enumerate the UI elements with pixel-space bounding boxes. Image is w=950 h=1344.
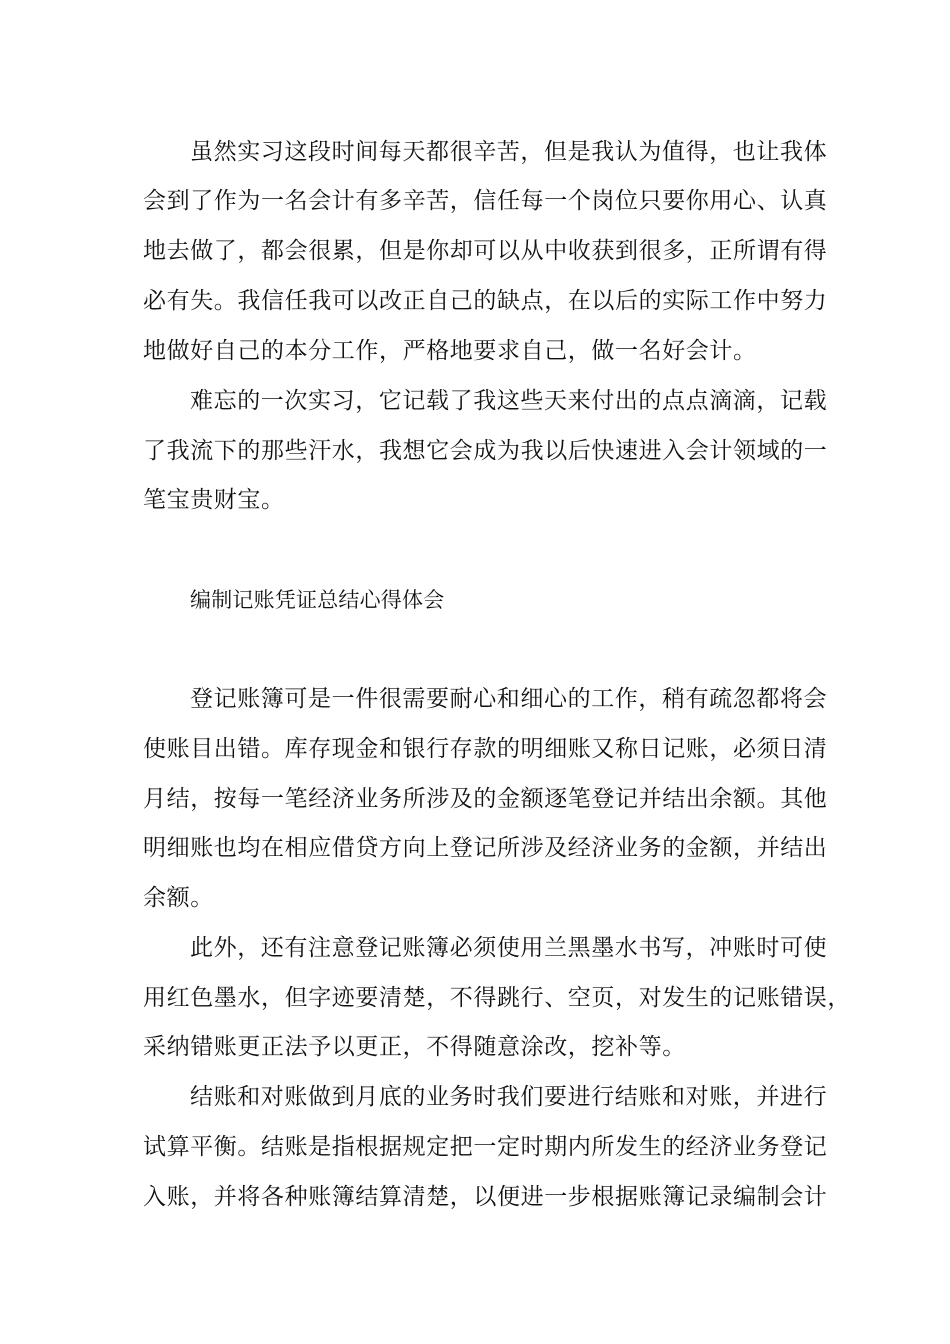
text-line: 明细账也均在相应借贷方向上登记所涉及经济业务的金额，并结出 — [143, 835, 828, 861]
text-line: 登记账簿可是一件很需要耐心和细心的工作，稍有疏忽都将会 — [190, 686, 828, 712]
text-line: 余额。 — [143, 885, 214, 911]
text-line: 使账目出错。库存现金和银行存款的明细账又称日记账，必须日清 — [143, 736, 828, 762]
text-line: 入账，并将各种账簿结算清楚，以便进一步根据账簿记录编制会计 — [143, 1184, 828, 1210]
text-line: 采纳错账更正法予以更正，不得随意涂改，挖补等。 — [143, 1034, 686, 1060]
text-line: 试算平衡。结账是指根据规定把一定时期内所发生的经济业务登记 — [143, 1134, 828, 1160]
text-line: 虽然实习这段时间每天都很辛苦，但是我认为值得，也让我体 — [190, 139, 828, 165]
text-line: 月结，按每一笔经济业务所涉及的金额逐笔登记并结出余额。其他 — [143, 786, 828, 812]
text-line: 地去做了，都会很累，但是你却可以从中收获到很多，正所谓有得 — [143, 238, 828, 264]
text-line: 此外，还有注意登记账簿必须使用兰黑墨水书写，冲账时可使 — [190, 935, 828, 961]
text-line: 必有失。我信任我可以改正自己的缺点，在以后的实际工作中努力 — [143, 288, 828, 314]
text-line: 难忘的一次实习，它记载了我这些天来付出的点点滴滴，记载 — [190, 388, 828, 414]
section-heading: 编制记账凭证总结心得体会 — [190, 588, 445, 612]
text-line: 了我流下的那些汗水，我想它会成为我以后快速进入会计领域的一 — [143, 438, 828, 464]
text-line: 地做好自己的本分工作，严格地要求自己，做一名好会计。 — [143, 338, 757, 364]
text-line: 用红色墨水，但字迹要清楚，不得跳行、空页，对发生的记账错误， — [143, 985, 851, 1011]
text-line: 结账和对账做到月底的业务时我们要进行结账和对账，并进行 — [190, 1084, 828, 1110]
text-line: 笔宝贵财宝。 — [143, 487, 285, 513]
text-line: 会到了作为一名会计有多辛苦，信任每一个岗位只要你用心、认真 — [143, 188, 828, 214]
